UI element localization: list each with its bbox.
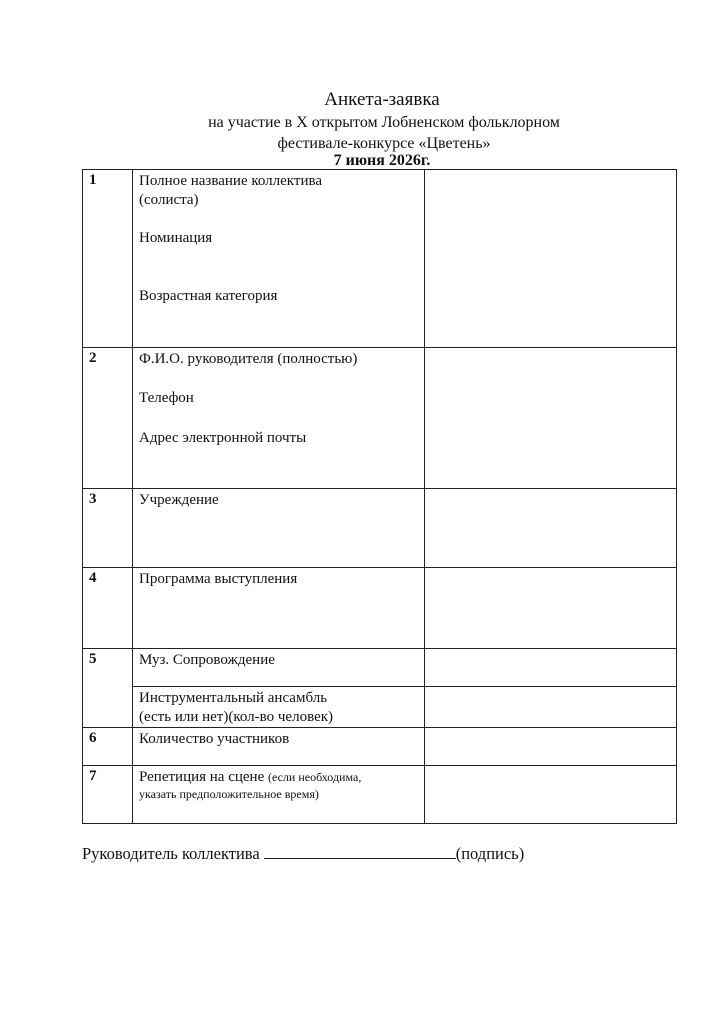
institution-value[interactable] bbox=[425, 489, 677, 568]
row-number: 5 bbox=[83, 649, 133, 728]
music-accompaniment-label: Муз. Сопровождение bbox=[139, 652, 275, 668]
signature-note: (подпись) bbox=[455, 844, 525, 863]
row-label-cell bbox=[133, 687, 425, 728]
collective-name-label-cont: (солиста) bbox=[139, 192, 199, 208]
row-number: 7 bbox=[83, 766, 133, 824]
table-row-6 bbox=[83, 728, 677, 766]
leader-name-label: Ф.И.О. руководителя (полностью) bbox=[139, 351, 358, 367]
program-label: Программа выступления bbox=[139, 571, 298, 587]
rehearsal-value[interactable] bbox=[425, 766, 677, 824]
music-accompaniment-value[interactable] bbox=[425, 649, 677, 687]
participants-count-value[interactable] bbox=[425, 728, 677, 766]
row-label-cell bbox=[133, 348, 425, 489]
row-label-cell bbox=[133, 766, 425, 824]
form-subtitle-line1: на участие в X открытом Лобненском фольклорном bbox=[208, 114, 560, 131]
row-number: 1 bbox=[83, 170, 133, 348]
row-label-cell bbox=[133, 568, 425, 649]
table-row-1 bbox=[83, 170, 677, 348]
rehearsal-note-cont: указать предположительное время) bbox=[139, 787, 319, 801]
signature-row bbox=[82, 842, 524, 864]
instrumental-ensemble-label: Инструментальный ансамбль bbox=[139, 690, 328, 706]
table-row-5b bbox=[83, 687, 677, 728]
form-subtitle-line2: фестивале-конкурсе «Цветень» bbox=[277, 135, 491, 152]
table-row-5 bbox=[83, 649, 677, 687]
application-table bbox=[82, 169, 677, 824]
institution-label: Учреждение bbox=[139, 492, 219, 508]
row-number: 3 bbox=[83, 489, 133, 568]
table-row-7 bbox=[83, 766, 677, 824]
leader-info-value[interactable] bbox=[425, 348, 677, 489]
phone-label: Телефон bbox=[139, 390, 194, 406]
rehearsal-label: Репетиция на сцене bbox=[139, 769, 265, 785]
nomination-label: Номинация bbox=[139, 230, 213, 246]
participants-count-label: Количество участников bbox=[139, 731, 290, 747]
row-label-cell bbox=[133, 170, 425, 348]
leader-signature-label: Руководитель коллектива bbox=[82, 844, 260, 863]
table-row-3 bbox=[83, 489, 677, 568]
email-label: Адрес электронной почты bbox=[139, 430, 307, 446]
instrumental-ensemble-value[interactable] bbox=[425, 687, 677, 728]
rehearsal-note: (если необходима, bbox=[268, 770, 362, 784]
row-label-cell bbox=[133, 728, 425, 766]
row-label-cell bbox=[133, 489, 425, 568]
festival-date: 7 июня 2026г. bbox=[333, 152, 431, 169]
table-row-2 bbox=[83, 348, 677, 489]
instrumental-ensemble-label-cont: (есть или нет)(кол-во человек) bbox=[139, 709, 334, 725]
row-number: 2 bbox=[83, 348, 133, 489]
signature-line[interactable] bbox=[264, 842, 456, 859]
collective-info-value[interactable] bbox=[425, 170, 677, 348]
age-category-label: Возрастная категория bbox=[139, 288, 278, 304]
row-label-cell bbox=[133, 649, 425, 687]
collective-name-label: Полное название коллектива bbox=[139, 173, 323, 189]
table-row-4 bbox=[83, 568, 677, 649]
row-number: 4 bbox=[83, 568, 133, 649]
form-title: Анкета-заявка bbox=[324, 89, 440, 110]
program-value[interactable] bbox=[425, 568, 677, 649]
row-number: 6 bbox=[83, 728, 133, 766]
